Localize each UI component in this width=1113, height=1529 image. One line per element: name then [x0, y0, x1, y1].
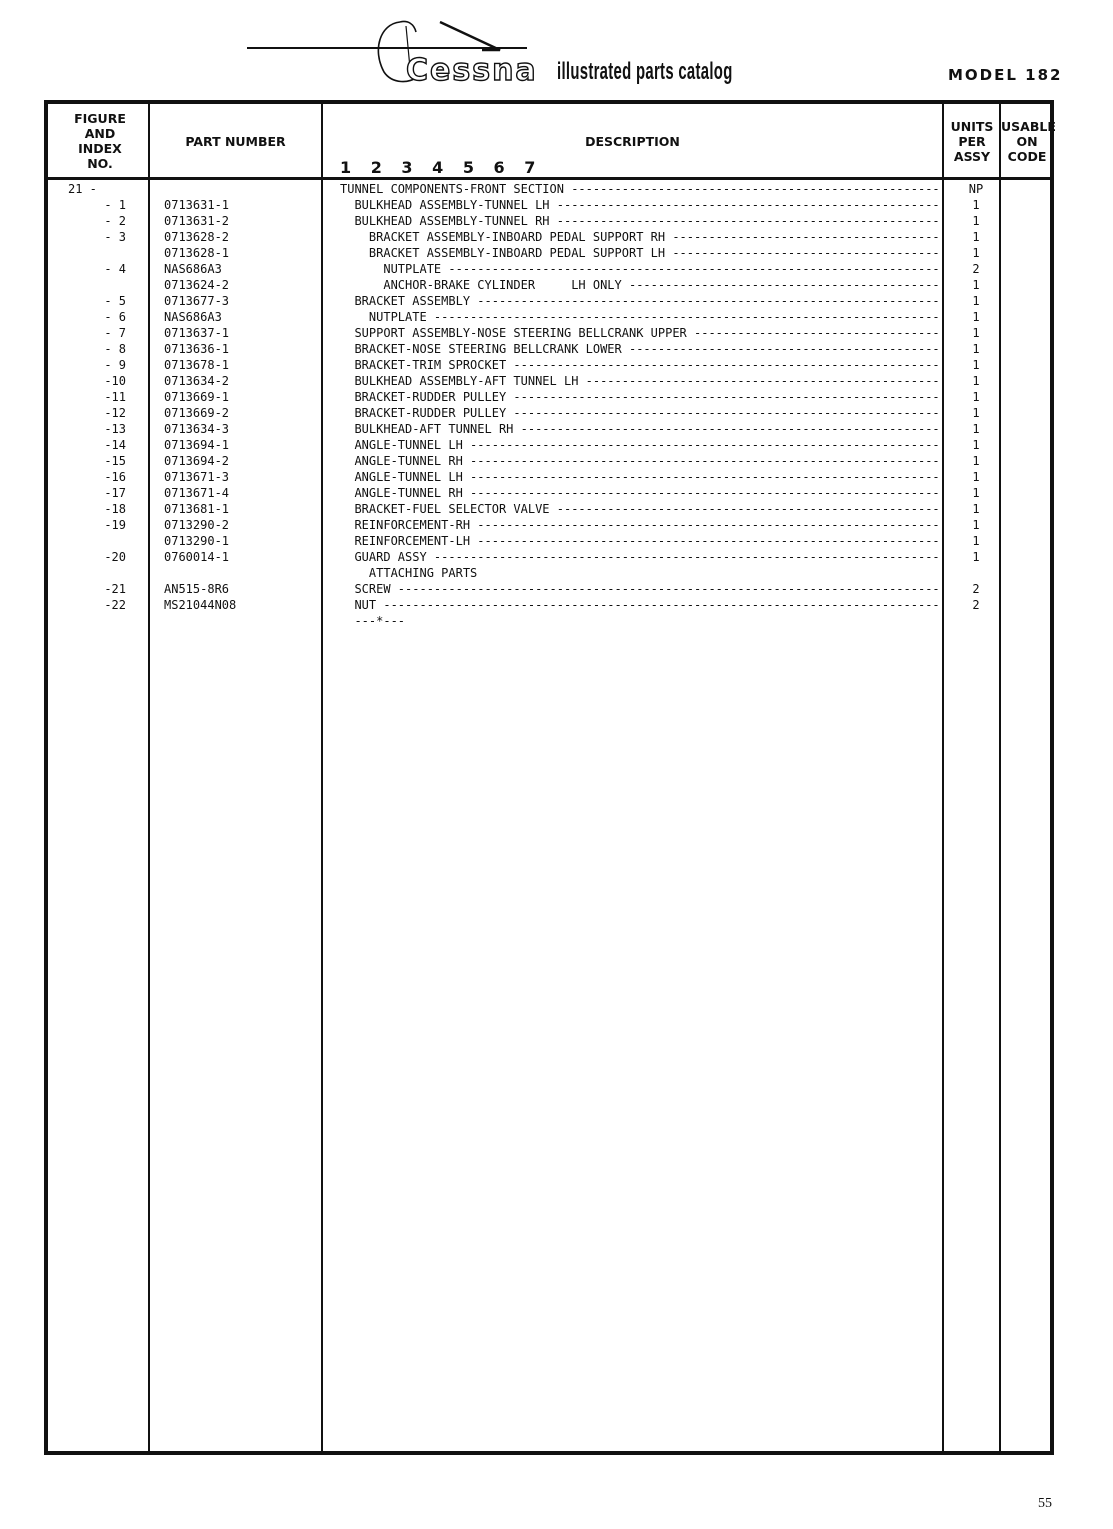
header-divider	[48, 177, 1052, 180]
part-number: 0713634-2	[164, 374, 230, 388]
units-per-assy: 1	[972, 198, 980, 212]
figure-index: - 6	[104, 310, 126, 324]
table-row	[0, 181, 1113, 197]
part-description: BRACKET-RUDDER PULLEY -----------------------------------------------------------	[340, 390, 940, 404]
units-per-assy: 1	[972, 278, 980, 292]
parts-list	[0, 181, 1113, 629]
table-row	[0, 293, 1113, 309]
part-description: ATTACHING PARTS	[340, 566, 478, 580]
units-per-assy: 1	[972, 502, 980, 516]
part-number: 0713669-2	[164, 406, 230, 420]
part-description: ---*---	[340, 614, 406, 628]
figure-index: - 3	[104, 230, 126, 244]
table-row	[0, 437, 1113, 453]
part-number: 0713694-2	[164, 454, 230, 468]
part-description: BULKHEAD-AFT TUNNEL RH ----------------------------------------------------------	[340, 422, 940, 436]
units-per-assy: 1	[972, 326, 980, 340]
figure-index: - 5	[104, 294, 126, 308]
header-line: NO.	[87, 156, 113, 171]
model-label: MODEL 182	[948, 66, 1063, 84]
table-row	[0, 341, 1113, 357]
part-number: 0713290-1	[164, 534, 230, 548]
table-row	[0, 533, 1113, 549]
units-per-assy: 2	[972, 262, 980, 276]
figure-index: -18	[104, 502, 126, 516]
units-per-assy: 2	[972, 598, 980, 612]
part-number: 0713671-4	[164, 486, 230, 500]
part-number: 0713636-1	[164, 342, 230, 356]
figure-index: -10	[104, 374, 126, 388]
figure-index: - 1	[104, 198, 126, 212]
part-description: BULKHEAD ASSEMBLY-TUNNEL RH -----------------------------------------------------	[340, 214, 940, 228]
table-row	[0, 229, 1113, 245]
table-row	[0, 485, 1113, 501]
figure-index: -15	[104, 454, 126, 468]
units-per-assy: 1	[972, 550, 980, 564]
indent-digits: 1 2 3 4 5 6 7	[340, 158, 543, 177]
table-row	[0, 469, 1113, 485]
units-per-assy: 1	[972, 390, 980, 404]
part-number: 0713631-2	[164, 214, 230, 228]
units-per-assy: 2	[972, 582, 980, 596]
header-line: FIGURE	[74, 111, 126, 126]
units-per-assy: 1	[972, 246, 980, 260]
units-per-assy: 1	[972, 470, 980, 484]
units-header	[944, 119, 1000, 164]
part-number: 0713290-2	[164, 518, 230, 532]
header-line: UNITS	[950, 119, 994, 134]
units-per-assy: 1	[972, 294, 980, 308]
figure-index: - 8	[104, 342, 126, 356]
table-row	[0, 421, 1113, 437]
description-header: DESCRIPTION	[585, 134, 680, 149]
units-per-assy: 1	[972, 214, 980, 228]
table-row	[0, 405, 1113, 421]
table-row	[0, 517, 1113, 533]
table-row	[0, 309, 1113, 325]
table-row	[0, 325, 1113, 341]
part-number: NAS686A3	[164, 262, 222, 276]
part-description: BULKHEAD ASSEMBLY-AFT TUNNEL LH -------------------------------------------------	[340, 374, 940, 388]
header-line: PER	[958, 134, 986, 149]
header-line: USABLE	[1001, 119, 1056, 134]
part-description: BRACKET ASSEMBLY-INBOARD PEDAL SUPPORT LH -------------------------------------	[340, 246, 940, 260]
part-number: 0713694-1	[164, 438, 230, 452]
part-description: SUPPORT ASSEMBLY-NOSE STEERING BELLCRANK UPPER ----------------------------------	[340, 326, 940, 340]
part-description: BRACKET-TRIM SPROCKET -----------------------------------------------------------	[340, 358, 940, 372]
part-description: SCREW ---------------------------------------------------------------------------	[340, 582, 940, 596]
header-line: ASSY	[953, 149, 991, 164]
units-per-assy: 1	[972, 406, 980, 420]
part-number: 0713634-3	[164, 422, 230, 436]
header-line: INDEX	[78, 141, 122, 156]
figure-index: -12	[104, 406, 126, 420]
part-description: ANGLE-TUNNEL LH -----------------------------------------------------------------	[340, 470, 940, 484]
part-number: 0713624-2	[164, 278, 230, 292]
part-description: NUTPLATE ----------------------------------------------------------------------	[340, 310, 940, 324]
part-number: AN515-8R6	[164, 582, 230, 596]
figure-index: -11	[104, 390, 126, 404]
part-number: 0713631-1	[164, 198, 230, 212]
units-per-assy: 1	[972, 230, 980, 244]
table-row	[0, 597, 1113, 613]
part-description: ANGLE-TUNNEL LH -----------------------------------------------------------------	[340, 438, 940, 452]
table-row	[0, 245, 1113, 261]
header-line: AND	[84, 126, 116, 141]
figure-index: -19	[104, 518, 126, 532]
part-description: ANGLE-TUNNEL RH -----------------------------------------------------------------	[340, 454, 940, 468]
units-per-assy: 1	[972, 342, 980, 356]
units-per-assy: 1	[972, 454, 980, 468]
figure-index: - 7	[104, 326, 126, 340]
units-per-assy: 1	[972, 422, 980, 436]
table-row	[0, 613, 1113, 629]
units-per-assy: 1	[972, 438, 980, 452]
table-row	[0, 581, 1113, 597]
table-row	[0, 565, 1113, 581]
part-description: BRACKET-FUEL SELECTOR VALVE -----------------------------------------------------	[340, 502, 940, 516]
catalog-title: illustrated parts catalog	[557, 58, 733, 85]
units-per-assy: 1	[972, 358, 980, 372]
table-row	[0, 501, 1113, 517]
figure-index: 21 -	[68, 182, 97, 196]
part-number: NAS686A3	[164, 310, 222, 324]
part-description: NUT -----------------------------------------------------------------------------	[340, 598, 940, 612]
units-per-assy: 1	[972, 374, 980, 388]
table-row	[0, 373, 1113, 389]
figure-index: - 9	[104, 358, 126, 372]
figure-index-header	[52, 111, 148, 171]
table-row	[0, 453, 1113, 469]
figure-index: -21	[104, 582, 126, 596]
part-number: 0713671-3	[164, 470, 230, 484]
table-row	[0, 357, 1113, 373]
table-row	[0, 213, 1113, 229]
part-number: MS21044N08	[164, 598, 237, 612]
figure-index: - 2	[104, 214, 126, 228]
part-description: BRACKET-RUDDER PULLEY -----------------------------------------------------------	[340, 406, 940, 420]
part-description: BULKHEAD ASSEMBLY-TUNNEL LH -----------------------------------------------------	[340, 198, 940, 212]
table-row	[0, 261, 1113, 277]
brand-name: Cessna	[406, 53, 538, 88]
part-description: BRACKET ASSEMBLY ----------------------------------------------------------------	[340, 294, 940, 308]
part-number: 0713669-1	[164, 390, 230, 404]
units-per-assy: NP	[968, 182, 984, 196]
figure-index: -20	[104, 550, 126, 564]
usable-header	[1001, 119, 1056, 164]
part-description: REINFORCEMENT-RH ----------------------------------------------------------------	[340, 518, 940, 532]
part-description: NUTPLATE --------------------------------------------------------------------	[340, 262, 940, 276]
part-description: GUARD ASSY ----------------------------------------------------------------------	[340, 550, 940, 564]
part-number: 0713681-1	[164, 502, 230, 516]
part-description: ANCHOR-BRAKE CYLINDER LH ONLY -------------------------------------------	[340, 278, 940, 292]
figure-index: -13	[104, 422, 126, 436]
part-description: BRACKET ASSEMBLY-INBOARD PEDAL SUPPORT RH -------------------------------------	[340, 230, 940, 244]
part-number: 0713628-1	[164, 246, 230, 260]
figure-index: -22	[104, 598, 126, 612]
figure-index: -17	[104, 486, 126, 500]
figure-index: -14	[104, 438, 126, 452]
header-line: CODE	[1007, 149, 1047, 164]
units-per-assy: 1	[972, 486, 980, 500]
table-row	[0, 277, 1113, 293]
table-row	[0, 197, 1113, 213]
part-number-header: PART NUMBER	[185, 134, 286, 149]
table-row	[0, 549, 1113, 565]
units-per-assy: 1	[972, 518, 980, 532]
part-number: 0713677-3	[164, 294, 230, 308]
part-description: REINFORCEMENT-LH ----------------------------------------------------------------	[340, 534, 940, 548]
part-number: 0713637-1	[164, 326, 230, 340]
figure-index: -16	[104, 470, 126, 484]
table-row	[0, 389, 1113, 405]
units-per-assy: 1	[972, 310, 980, 324]
figure-index: - 4	[104, 262, 126, 276]
part-description: TUNNEL COMPONENTS-FRONT SECTION ---------------------------------------------------	[340, 182, 940, 196]
part-number: 0713678-1	[164, 358, 230, 372]
part-number: 0760014-1	[164, 550, 230, 564]
header-line: ON	[1016, 134, 1038, 149]
part-description: ANGLE-TUNNEL RH -----------------------------------------------------------------	[340, 486, 940, 500]
part-description: BRACKET-NOSE STEERING BELLCRANK LOWER -------------------------------------------	[340, 342, 940, 356]
page-number: 55	[1038, 1496, 1052, 1511]
units-per-assy: 1	[972, 534, 980, 548]
part-number: 0713628-2	[164, 230, 230, 244]
